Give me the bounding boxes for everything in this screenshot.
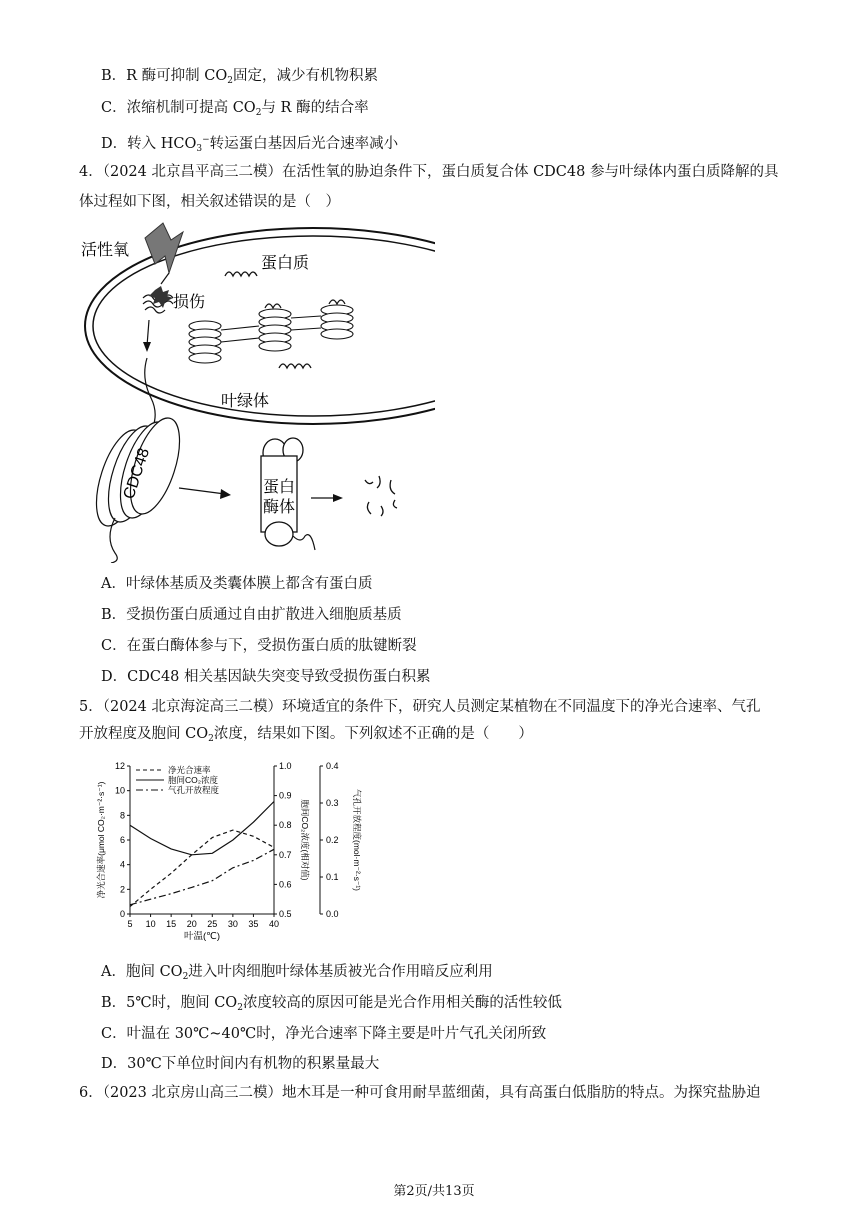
- q4-stem-line1: 4．（2024 北京昌平高三二模）在活性氧的胁迫条件下，蛋白质复合体 CDC48 参与叶绿体内蛋白质降解的具: [79, 164, 779, 180]
- y-left-tick-label: 6: [119, 835, 125, 845]
- q5-option-c: C．叶温在 30℃~40℃时，净光合速率下降主要是叶片气孔关闭所致: [101, 1026, 547, 1042]
- y-left-tick-label: 4: [119, 859, 125, 870]
- x-tick-label: 5: [127, 919, 133, 929]
- x-tick-label: 25: [207, 919, 218, 929]
- q5-stem-line1: 5．（2024 北京海淀高三二模）环境适宜的条件下，研究人员测定某植物在不同温度下的净光合速率、气孔: [79, 699, 761, 715]
- x-axis-label: 叶温(℃): [184, 931, 220, 942]
- x-tick-label: 20: [186, 919, 197, 929]
- legend-label-2: 胞间CO₂浓度: [168, 775, 219, 785]
- y-left-tick-label: 0: [119, 909, 125, 919]
- y-left-tick-label: 8: [119, 810, 125, 821]
- q6-stem-line1: 6．（2023 北京房山高三二模）地木耳是一种可食用耐旱蓝细菌，具有高蛋白低脂肪的特点。为探究盐胁迫: [79, 1085, 761, 1101]
- y-right-tick-label: 0.2: [326, 835, 339, 845]
- page-footer: 第2页/共13页: [393, 1184, 475, 1199]
- series-line-3: [130, 849, 274, 905]
- q4-option-a: A．叶绿体基质及类囊体膜上都含有蛋白质: [101, 576, 373, 592]
- q4-option-d: D．CDC48 相关基因缺失突变导致受损伤蛋白积累: [101, 669, 431, 685]
- q5-option-b: B．5℃时，胞间 $CO_2$浓度较高的原因可能是光合作用相关酶的活性较低: [101, 995, 562, 1013]
- q3-option-d: D．转入 $HCO_3^-$转运蛋白基因后光合速率减小: [101, 135, 399, 154]
- y-right-tick-label: 0.1: [326, 872, 339, 882]
- q5-option-a: A．胞间 $CO_2$进入叶肉细胞叶绿体基质被光合作用暗反应利用: [101, 964, 493, 982]
- q4-stem-line2: 体过程如下图，相关叙述错误的是（ ）: [79, 194, 340, 210]
- peptide-fragments-icon: [365, 476, 397, 516]
- y-right-tick-label: 0.0: [326, 909, 339, 919]
- x-tick-label: 15: [166, 919, 177, 929]
- q4-figure: [75, 218, 435, 563]
- y-left-tick-label: 12: [114, 761, 125, 771]
- q5-stem-line2: 开放程度及胞间 $CO_2$浓度，结果如下图。下列叙述不正确的是（ ）: [79, 726, 533, 744]
- q5-chart: [92, 754, 382, 949]
- x-tick-label: 35: [248, 919, 259, 929]
- cdc48-label: CDC48: [120, 446, 154, 502]
- protein-label: 蛋白质: [261, 255, 310, 272]
- chloroplast-label: 叶绿体: [221, 393, 270, 410]
- protein-coil-icon: [225, 272, 257, 276]
- y-left-tick-label: 2: [119, 884, 125, 895]
- y-right-tick-label: 0.4: [326, 761, 339, 771]
- protein-coil-icon-2: [279, 364, 311, 368]
- y-mid-tick-label: 0.8: [279, 820, 292, 831]
- legend-label-3: 气孔开放程度: [168, 785, 220, 795]
- q3-option-b: B．R 酶可抑制 $CO_2$固定，减少有机物积累: [101, 68, 379, 86]
- y-right-label: 气孔开放程度(mol·m⁻²·s⁻¹): [352, 789, 362, 891]
- q5-option-d: D．30℃下单位时间内有机物的积累量最大: [101, 1056, 380, 1072]
- q4-option-b: B．受损伤蛋白质通过自由扩散进入细胞质基质: [101, 607, 402, 623]
- y-left-label: 净光合速率(μmol CO₂·m⁻²·s⁻¹): [96, 781, 106, 899]
- series-line-1: [130, 830, 274, 907]
- y-mid-tick-label: 0.9: [279, 790, 292, 801]
- thylakoid-grana: [189, 305, 353, 363]
- x-tick-label: 30: [227, 919, 238, 929]
- proteasome-label-2: 酶体: [263, 499, 296, 516]
- y-mid-tick-label: 1.0: [279, 761, 292, 771]
- proteasome-label-1: 蛋白: [263, 479, 296, 496]
- damage-burst-icon: [149, 286, 173, 308]
- q3-option-c: C．浓缩机制可提高 $CO_2$与 R 酶的结合率: [101, 100, 369, 118]
- y-left-tick-label: 10: [114, 785, 125, 796]
- q4-option-c: C．在蛋白酶体参与下，受损伤蛋白质的肽键断裂: [101, 638, 417, 654]
- legend-label-1: 净光合速率: [168, 765, 211, 775]
- y-mid-tick-label: 0.7: [279, 849, 292, 860]
- y-right-tick-label: 0.3: [326, 798, 339, 808]
- y-mid-tick-label: 0.5: [279, 909, 292, 919]
- x-tick-label: 40: [268, 919, 280, 929]
- y-mid-label: 胞间CO₂浓度(相对值): [300, 799, 310, 881]
- damage-label: 损伤: [173, 294, 206, 311]
- y-mid-tick-label: 0.6: [279, 879, 292, 890]
- x-tick-label: 10: [145, 919, 156, 929]
- reactive-oxygen-label: 活性氧: [81, 242, 130, 259]
